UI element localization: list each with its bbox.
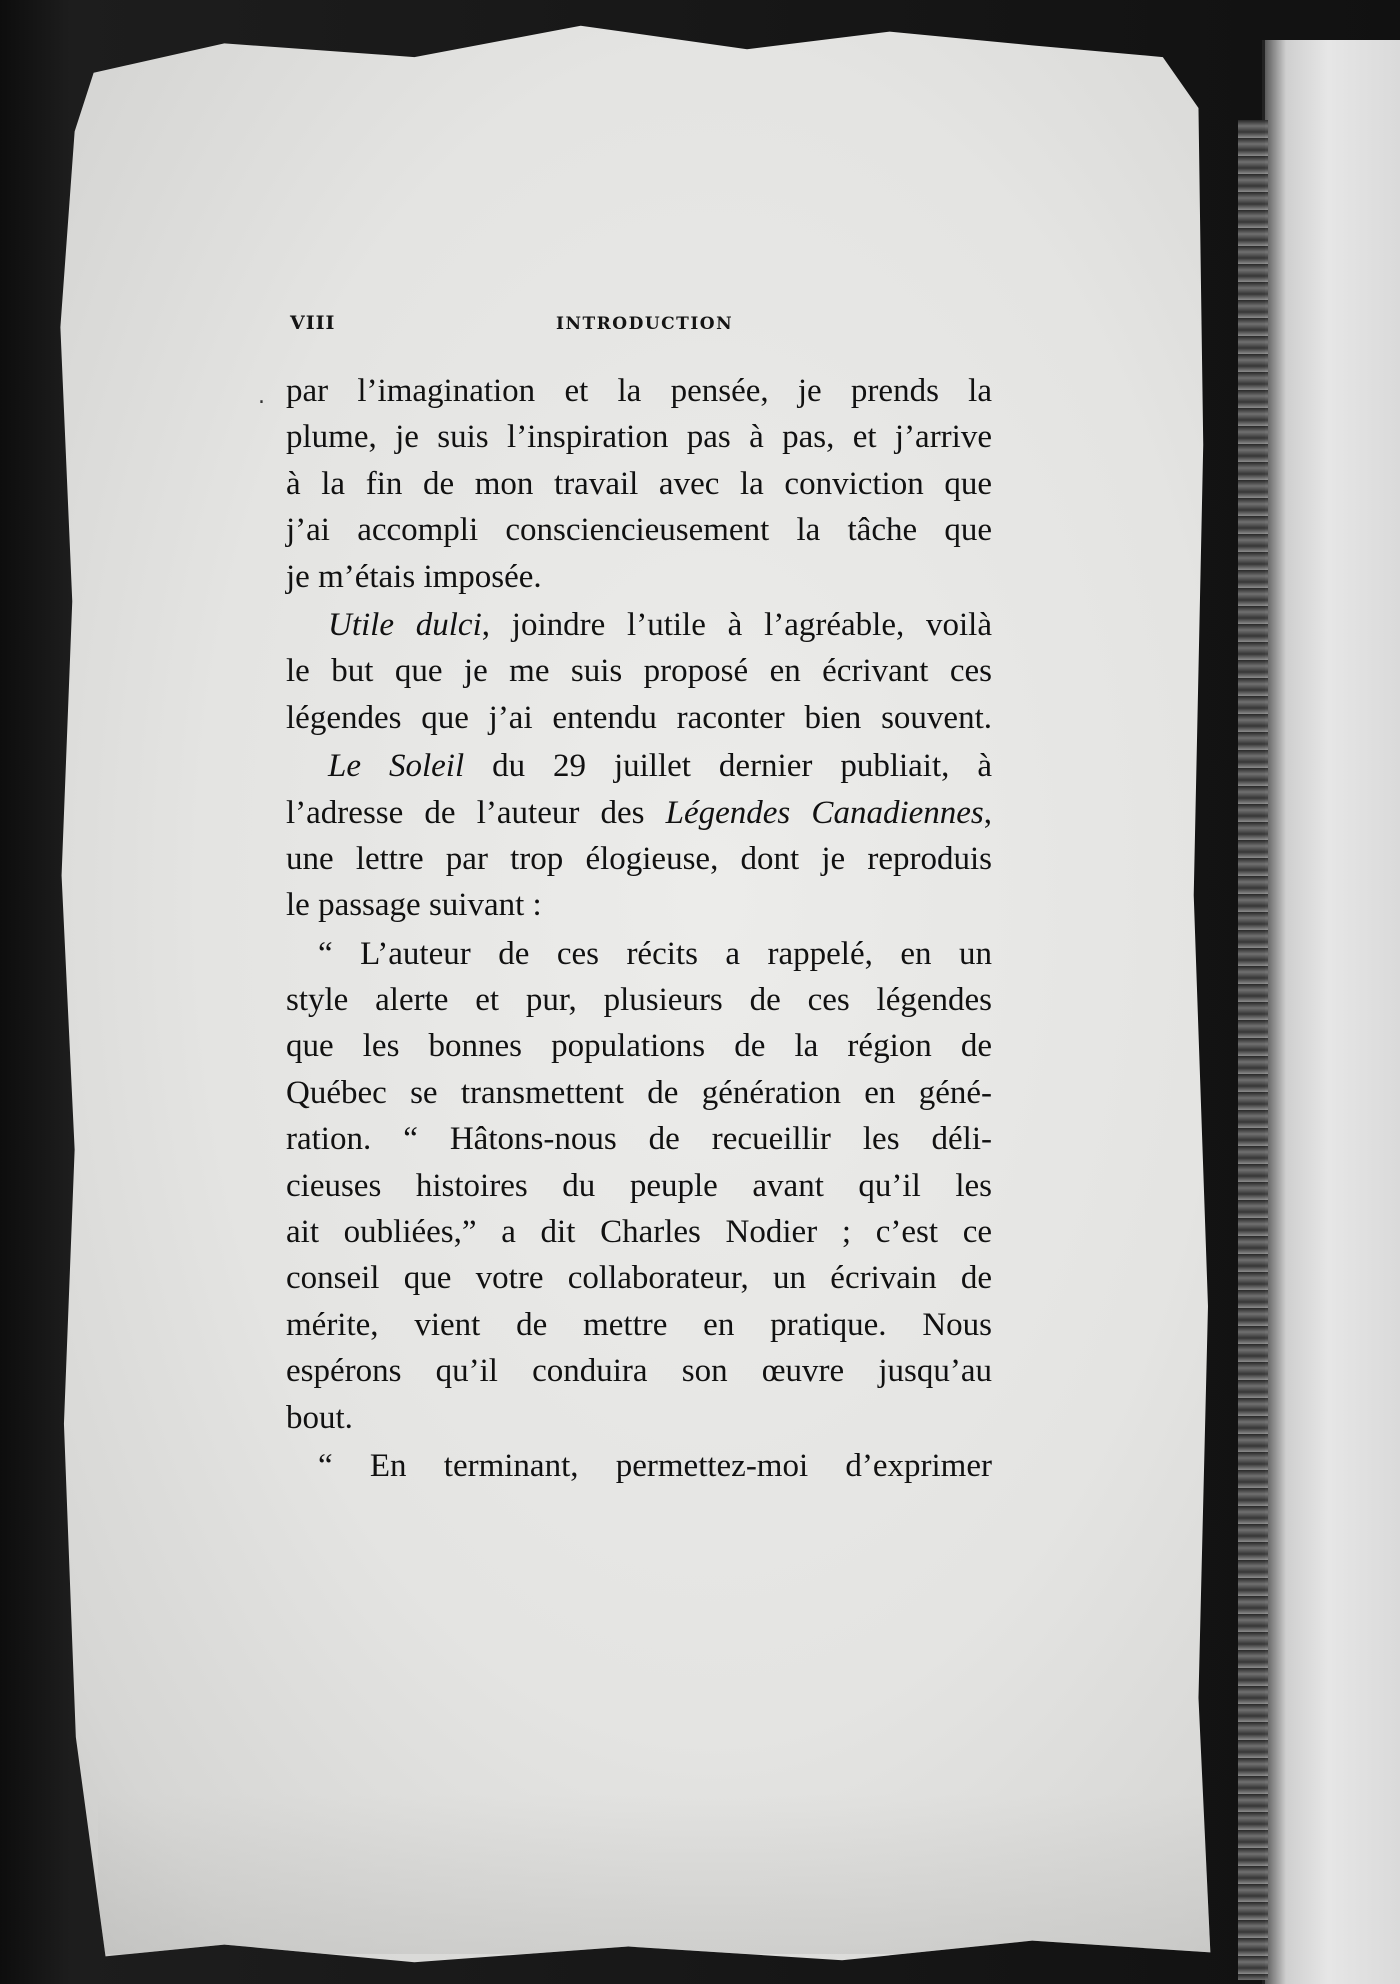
- adjacent-page: [1262, 40, 1400, 1984]
- page-stain: [98, 1794, 1218, 1954]
- body-text: [286, 368, 992, 1489]
- text-line: le passage suivant :: [286, 887, 542, 924]
- text-line: mérite, vient de mettre en pratique. Nous: [286, 1306, 992, 1343]
- text-line: plume, je suis l’inspiration pas à pas, et j’arrive: [286, 419, 992, 456]
- text-line: j’ai accompli consciencieusement la tâche que: [286, 512, 992, 549]
- italic-phrase: Le Soleil: [328, 748, 465, 785]
- text-line: [286, 743, 992, 789]
- text-line: “ En terminant, permettez-moi d’exprimer: [318, 1447, 992, 1484]
- italic-phrase: Utile dulci: [328, 606, 482, 643]
- text-line: cieuses histoires du peuple avant qu’il les: [286, 1167, 992, 1204]
- text-line: style alerte et pur, plusieurs de ces légendes: [286, 982, 992, 1019]
- text-line: “ L’auteur de ces récits a rappelé, en un: [318, 935, 992, 972]
- text-span: du 29 juillet dernier publiait, à: [464, 748, 992, 785]
- text-line: à la fin de mon travail avec la conviction que: [286, 465, 992, 502]
- text-line: le but que je me suis proposé en écrivant ces: [286, 653, 992, 690]
- text-span: ,: [983, 794, 992, 831]
- text-line: conseil que votre collaborateur, un écrivain de: [286, 1260, 992, 1297]
- margin-dot: .: [258, 384, 265, 409]
- text-line: une lettre par trop élogieuse, dont je reproduis: [286, 840, 992, 877]
- text-line: Québec se transmettent de génération en géné-: [286, 1074, 992, 1111]
- italic-title: Légendes Canadiennes: [665, 794, 984, 831]
- text-span: , joindre l’utile à l’agréable, voilà: [481, 606, 993, 643]
- text-span: l’adresse de l’auteur des: [286, 794, 666, 831]
- text-line: que les bonnes populations de la région de: [286, 1028, 992, 1065]
- text-line: légendes que j’ai entendu raconter bien souvent.: [286, 699, 992, 736]
- text-line: par l’imagination et la pensée, je prends la: [286, 373, 992, 409]
- text-line: [286, 790, 992, 836]
- running-head-title: INTRODUCTION: [556, 314, 734, 334]
- text-line: ration. “ Hâtons-nous de recueillir les déli-: [286, 1121, 992, 1158]
- text-line: je m’étais imposée.: [286, 558, 542, 595]
- text-line: [286, 602, 992, 648]
- page-number: VIII: [290, 312, 336, 334]
- text-line: espérons qu’il conduira son œuvre jusqu’au: [286, 1353, 992, 1390]
- text-line: bout.: [286, 1399, 353, 1436]
- running-head: [290, 312, 990, 342]
- page-edges: [1238, 120, 1268, 1980]
- text-line: ait oubliées,” a dit Charles Nodier ; c’est ce: [286, 1214, 992, 1251]
